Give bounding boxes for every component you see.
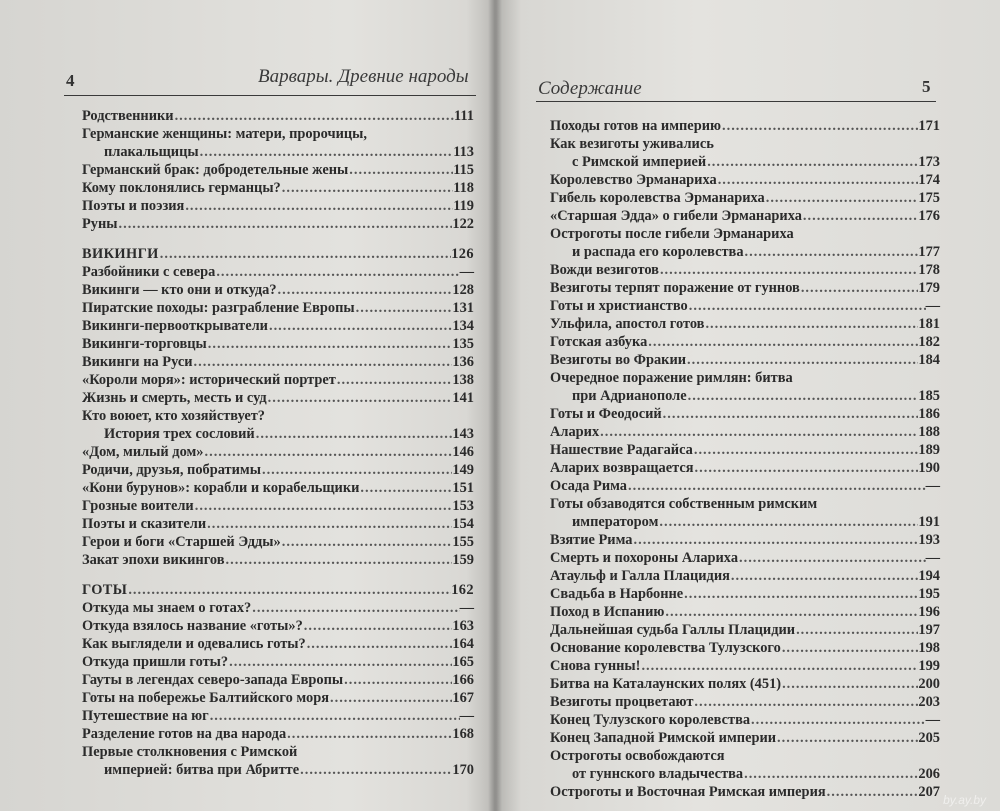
toc-page-number: 198 — [918, 640, 940, 656]
toc-entry — [550, 297, 940, 315]
toc-entry — [82, 671, 474, 689]
toc-page-number: 185 — [918, 388, 940, 404]
toc-entry-title: Битва на Каталаунских полях (451) — [550, 676, 782, 692]
toc-entry — [82, 497, 474, 515]
toc-page-number: 174 — [918, 172, 940, 188]
toc-entry — [550, 189, 940, 207]
toc-entry-title: Нашествие Радагайса — [550, 442, 693, 458]
toc-entry — [550, 747, 940, 765]
toc-dot-leader — [251, 599, 459, 617]
toc-page-number: 128 — [452, 282, 474, 298]
toc-entry — [82, 125, 474, 143]
toc-dot-leader — [204, 443, 453, 461]
toc-page-number: 165 — [452, 654, 474, 670]
toc-page-number: 170 — [452, 762, 474, 778]
toc-entry — [82, 281, 474, 299]
toc-dot-leader — [225, 551, 453, 569]
toc-entry — [82, 599, 474, 617]
toc-entry-title: с Римской империей — [572, 154, 707, 170]
left-toc — [82, 104, 474, 778]
toc-entry-title: Остроготы освобождаются — [550, 748, 725, 764]
toc-page-number: — — [925, 478, 940, 494]
toc-entry-title: от гуннского владычества — [572, 766, 744, 782]
toc-entry-title: Как выглядели и одевались готы? — [82, 636, 306, 652]
toc-entry — [82, 551, 474, 569]
left-page-number: 4 — [66, 71, 75, 90]
toc-page-number: 118 — [453, 180, 474, 196]
toc-dot-leader — [303, 617, 453, 635]
toc-entry-title: императором — [572, 514, 659, 530]
toc-entry-title: Родичи, друзья, побратимы — [82, 462, 261, 478]
toc-entry-title: Походы готов на империю — [550, 118, 721, 134]
toc-entry-title: Откуда пришли готы? — [82, 654, 229, 670]
toc-entry — [550, 531, 940, 549]
toc-entry — [82, 179, 474, 197]
toc-entry — [550, 675, 940, 693]
toc-page-number: 138 — [452, 372, 474, 388]
toc-dot-leader — [355, 299, 453, 317]
toc-page-number: 166 — [452, 672, 474, 688]
toc-entry-title: Викинги на Руси — [82, 354, 193, 370]
toc-entry-title: Как везиготы уживались — [550, 136, 714, 152]
toc-dot-leader — [744, 243, 919, 261]
toc-dot-leader — [765, 189, 919, 207]
toc-entry-title: Дальнейшая судьба Галлы Плацидии — [550, 622, 796, 638]
right-page — [496, 0, 1000, 811]
toc-dot-leader — [261, 461, 452, 479]
toc-entry — [82, 761, 474, 779]
toc-entry — [550, 657, 940, 675]
toc-dot-leader — [599, 423, 918, 441]
toc-entry-title: Готы и Феодосий — [550, 406, 662, 422]
toc-dot-leader — [659, 261, 918, 279]
toc-page-number: 182 — [918, 334, 940, 350]
toc-entry-title: Пиратские походы: разграбление Европы — [82, 300, 355, 316]
toc-page-number: 175 — [918, 190, 940, 206]
toc-entry — [550, 459, 940, 477]
toc-entry — [550, 783, 940, 801]
toc-dot-leader — [329, 689, 452, 707]
left-page-header: Варвары. Древние народы — [258, 66, 469, 87]
toc-dot-leader — [215, 263, 459, 281]
toc-entry-title: Готская азбука — [550, 334, 648, 350]
toc-dot-leader — [359, 479, 452, 497]
toc-entry-title: Везиготы во Фракии — [550, 352, 687, 368]
right-header-rule — [536, 101, 936, 102]
toc-page-number: 164 — [452, 636, 474, 652]
right-page-number: 5 — [922, 77, 931, 96]
toc-entry-title: Смерть и похороны Алариха — [550, 550, 739, 566]
toc-entry — [82, 707, 474, 725]
toc-dot-leader — [627, 477, 926, 495]
toc-entry — [550, 729, 940, 747]
toc-dot-leader — [299, 761, 452, 779]
toc-entry — [550, 279, 940, 297]
toc-dot-leader — [658, 513, 918, 531]
toc-page-number: 171 — [918, 118, 940, 134]
toc-page-number: — — [459, 600, 474, 616]
toc-dot-leader — [348, 161, 453, 179]
toc-entry — [550, 333, 940, 351]
toc-dot-leader — [174, 107, 454, 125]
toc-dot-leader — [209, 707, 460, 725]
toc-dot-leader — [281, 533, 453, 551]
toc-page-number: 173 — [918, 154, 940, 170]
toc-page-number: — — [925, 712, 940, 728]
toc-dot-leader — [207, 335, 453, 353]
toc-dot-leader — [721, 117, 918, 135]
toc-page-number: — — [459, 264, 474, 280]
toc-dot-leader — [704, 315, 918, 333]
toc-page-number: 186 — [918, 406, 940, 422]
toc-page-number: 199 — [918, 658, 940, 674]
toc-entry-title: Грозные воители — [82, 498, 194, 514]
toc-entry — [550, 261, 940, 279]
toc-entry-title: История трех сословий — [104, 426, 255, 442]
toc-dot-leader — [743, 765, 918, 783]
toc-entry-title: Викинги-торговцы — [82, 336, 207, 352]
toc-entry — [82, 425, 474, 443]
toc-entry — [82, 515, 474, 533]
toc-entry-title: Викинги-первооткрыватели — [82, 318, 268, 334]
toc-entry-title: Поэты и поэзия — [82, 198, 185, 214]
toc-entry — [82, 479, 474, 497]
toc-entry-title: Готы и христианство — [550, 298, 688, 314]
toc-page-number: 167 — [452, 690, 474, 706]
toc-entry-title: Закат эпохи викингов — [82, 552, 225, 568]
toc-entry-title: Вожди везиготов — [550, 262, 659, 278]
toc-page-number: 206 — [918, 766, 940, 782]
toc-dot-leader — [706, 153, 918, 171]
toc-entry-title: Готы обзаводятся собственным римским — [550, 496, 818, 512]
toc-dot-leader — [750, 711, 926, 729]
toc-entry — [550, 207, 940, 225]
toc-entry-title: Основание королевства Тулузского — [550, 640, 781, 656]
toc-entry-title: «Дом, милый дом» — [82, 444, 204, 460]
toc-dot-leader — [693, 441, 919, 459]
toc-dot-leader — [693, 693, 918, 711]
toc-dot-leader — [336, 371, 453, 389]
toc-section-entry — [82, 245, 474, 263]
toc-entry — [82, 389, 474, 407]
toc-entry-title: Ульфила, апостол готов — [550, 316, 705, 332]
toc-page-number: 196 — [918, 604, 940, 620]
toc-page-number: 162 — [451, 582, 474, 598]
toc-page-number: 163 — [452, 618, 474, 634]
toc-entry — [550, 315, 940, 333]
toc-dot-leader — [687, 387, 919, 405]
toc-entry — [82, 689, 474, 707]
toc-entry-title: Откуда мы знаем о готах? — [82, 600, 252, 616]
toc-entry — [550, 441, 940, 459]
toc-page-number: 207 — [918, 784, 940, 800]
toc-page-number: — — [925, 550, 940, 566]
toc-entry-title: ВИКИНГИ — [82, 246, 159, 262]
toc-page-number: 115 — [453, 162, 474, 178]
toc-entry — [550, 423, 940, 441]
toc-entry — [82, 335, 474, 353]
toc-entry — [550, 639, 940, 657]
toc-page-number: 119 — [453, 198, 474, 214]
toc-dot-leader — [633, 531, 919, 549]
toc-page-number: 159 — [452, 552, 474, 568]
toc-entry-title: «Кони бурунов»: корабли и корабельщики — [82, 480, 360, 496]
toc-page-number: 134 — [452, 318, 474, 334]
toc-entry — [550, 477, 940, 495]
toc-dot-leader — [255, 425, 453, 443]
toc-entry — [82, 725, 474, 743]
toc-entry-title: Откуда взялось название «готы»? — [82, 618, 303, 634]
toc-entry — [550, 153, 940, 171]
toc-entry-title: «Старшая Эдда» о гибели Эрманариха — [550, 208, 802, 224]
left-header-rule — [64, 95, 476, 96]
toc-dot-leader — [306, 635, 453, 653]
toc-page-number: 178 — [918, 262, 940, 278]
toc-dot-leader — [267, 389, 453, 407]
toc-entry-title: Первые столкновения с Римской — [82, 744, 298, 760]
toc-dot-leader — [683, 585, 918, 603]
toc-dot-leader — [194, 497, 453, 515]
toc-entry — [550, 171, 940, 189]
toc-entry-title: Везиготы процветают — [550, 694, 694, 710]
toc-dot-leader — [228, 653, 452, 671]
toc-entry-title: при Адрианополе — [572, 388, 687, 404]
toc-entry — [82, 635, 474, 653]
toc-dot-leader — [281, 179, 453, 197]
toc-page-number: 177 — [918, 244, 940, 260]
toc-entry — [82, 143, 474, 161]
toc-page-number: 122 — [452, 216, 474, 232]
toc-page-number: 149 — [452, 462, 474, 478]
toc-dot-leader — [640, 657, 918, 675]
toc-entry — [82, 107, 474, 125]
toc-dot-leader — [694, 459, 919, 477]
toc-dot-leader — [127, 581, 451, 599]
toc-page-number: 155 — [452, 534, 474, 550]
toc-entry-title: Конец Западной Римской империи — [550, 730, 777, 746]
right-page-header: Содержание — [538, 78, 642, 99]
toc-page-number: 205 — [918, 730, 940, 746]
toc-entry-title: Руны — [82, 216, 118, 232]
toc-page-number: 179 — [918, 280, 940, 296]
toc-entry-title: Готы на побережье Балтийского моря — [82, 690, 329, 706]
toc-entry — [82, 299, 474, 317]
toc-entry — [550, 603, 940, 621]
toc-entry — [550, 369, 940, 387]
toc-dot-leader — [199, 143, 454, 161]
toc-entry-title: Разделение готов на два народа — [82, 726, 287, 742]
toc-entry — [550, 585, 940, 603]
toc-entry-title: Снова гунны! — [550, 658, 641, 674]
toc-entry-title: Путешествие на юг — [82, 708, 209, 724]
toc-page-number: 143 — [452, 426, 474, 442]
toc-page-number: 190 — [918, 460, 940, 476]
toc-entry — [82, 617, 474, 635]
toc-dot-leader — [268, 317, 452, 335]
toc-entry — [82, 743, 474, 761]
toc-dot-leader — [664, 603, 918, 621]
toc-entry — [550, 351, 940, 369]
toc-entry-title: Викинги — кто они и откуда? — [82, 282, 277, 298]
toc-dot-leader — [206, 515, 452, 533]
toc-dot-leader — [118, 215, 453, 233]
toc-entry — [82, 653, 474, 671]
toc-entry-title: Очередное поражение римлян: битва — [550, 370, 793, 386]
toc-entry-title: империей: битва при Абритте — [104, 762, 300, 778]
toc-entry — [550, 225, 940, 243]
toc-entry-title: Разбойники с севера — [82, 264, 216, 280]
toc-section-entry — [82, 581, 474, 599]
toc-page-number: 113 — [453, 144, 474, 160]
toc-entry-title: Везиготы терпят поражение от гуннов — [550, 280, 800, 296]
toc-dot-leader — [730, 567, 919, 585]
toc-page-number: 184 — [918, 352, 940, 368]
watermark: by.ay.by — [943, 793, 986, 807]
toc-entry — [550, 621, 940, 639]
toc-entry — [550, 495, 940, 513]
toc-page-number: 154 — [452, 516, 474, 532]
toc-page-number: 203 — [918, 694, 940, 710]
toc-dot-leader — [776, 729, 918, 747]
toc-page-number: 136 — [452, 354, 474, 370]
toc-page-number: 168 — [452, 726, 474, 742]
toc-entry-title: Взятие Рима — [550, 532, 633, 548]
toc-dot-leader — [686, 351, 918, 369]
toc-dot-leader — [688, 297, 926, 315]
toc-page-number: 195 — [918, 586, 940, 602]
toc-page-number: 141 — [452, 390, 474, 406]
toc-dot-leader — [647, 333, 918, 351]
toc-page-number: 146 — [452, 444, 474, 460]
toc-entry-title: Кто воюет, кто хозяйствует? — [82, 408, 265, 424]
toc-entry-title: ГОТЫ — [82, 582, 128, 598]
toc-page-number: 189 — [918, 442, 940, 458]
toc-entry — [550, 711, 940, 729]
toc-page-number: 176 — [918, 208, 940, 224]
toc-entry-title: Остроготы и Восточная Римская империя — [550, 784, 826, 800]
toc-entry — [550, 513, 940, 531]
toc-dot-leader — [286, 725, 452, 743]
toc-entry-title: Гауты в легендах северо-запада Европы — [82, 672, 344, 688]
toc-entry — [82, 533, 474, 551]
toc-dot-leader — [738, 549, 926, 567]
toc-entry-title: Остроготы после гибели Эрманариха — [550, 226, 794, 242]
right-toc — [550, 114, 940, 800]
toc-entry — [550, 117, 940, 135]
toc-page-number: 153 — [452, 498, 474, 514]
toc-page-number: 197 — [918, 622, 940, 638]
toc-dot-leader — [277, 281, 453, 299]
toc-page-number: — — [459, 708, 474, 724]
toc-entry-title: Осада Рима — [550, 478, 628, 494]
toc-page-number: 111 — [454, 108, 474, 124]
toc-dot-leader — [662, 405, 919, 423]
toc-dot-leader — [781, 639, 919, 657]
toc-entry — [550, 693, 940, 711]
toc-entry-title: Аларих — [550, 424, 600, 440]
toc-dot-leader — [781, 675, 918, 693]
toc-dot-leader — [826, 783, 919, 801]
toc-entry — [82, 161, 474, 179]
toc-entry — [82, 371, 474, 389]
toc-entry-title: «Короли моря»: исторический портрет — [82, 372, 336, 388]
toc-entry-title: Германские женщины: матери, пророчицы, — [82, 126, 367, 142]
toc-entry — [82, 353, 474, 371]
toc-dot-leader — [795, 621, 918, 639]
toc-page-number: 191 — [918, 514, 940, 530]
toc-entry-title: Герои и боги «Старшей Эдды» — [82, 534, 281, 550]
toc-entry-title: Атаульф и Галла Плацидия — [550, 568, 730, 584]
toc-dot-leader — [800, 279, 919, 297]
toc-dot-leader — [159, 245, 451, 263]
book-gutter — [488, 0, 502, 811]
toc-entry — [82, 215, 474, 233]
toc-entry-title: Германский брак: добродетельные жены — [82, 162, 349, 178]
toc-entry-title: Кому поклонялись германцы? — [82, 180, 281, 196]
left-page — [0, 0, 496, 811]
toc-entry — [82, 407, 474, 425]
toc-entry-title: Аларих возвращается — [550, 460, 694, 476]
toc-entry — [82, 443, 474, 461]
toc-entry-title: и распада его королевства — [572, 244, 744, 260]
toc-entry — [550, 765, 940, 783]
toc-entry — [550, 135, 940, 153]
toc-entry-title: Поэты и сказители — [82, 516, 207, 532]
toc-entry — [82, 317, 474, 335]
toc-entry-title: Гибель королевства Эрманариха — [550, 190, 765, 206]
toc-entry-title: Конец Тулузского королевства — [550, 712, 751, 728]
toc-dot-leader — [343, 671, 452, 689]
toc-entry — [550, 405, 940, 423]
toc-entry-title: Поход в Испанию — [550, 604, 665, 620]
toc-entry — [550, 243, 940, 261]
toc-dot-leader — [802, 207, 918, 225]
toc-entry — [550, 387, 940, 405]
toc-dot-leader — [717, 171, 919, 189]
toc-entry-title: Королевство Эрманариха — [550, 172, 717, 188]
toc-entry-title: Жизнь и смерть, месть и суд — [82, 390, 267, 406]
toc-entry — [82, 461, 474, 479]
toc-entry — [550, 567, 940, 585]
toc-dot-leader — [193, 353, 453, 371]
toc-page-number: 194 — [918, 568, 940, 584]
toc-page-number: 181 — [918, 316, 940, 332]
toc-dot-leader — [184, 197, 453, 215]
toc-entry — [550, 549, 940, 567]
toc-entry-title: Свадьба в Нарбонне — [550, 586, 684, 602]
toc-page-number: — — [925, 298, 940, 314]
toc-page-number: 151 — [452, 480, 474, 496]
toc-entry-title: Родственники — [82, 108, 174, 124]
toc-entry — [82, 197, 474, 215]
toc-page-number: 135 — [452, 336, 474, 352]
toc-page-number: 200 — [918, 676, 940, 692]
toc-page-number: 188 — [918, 424, 940, 440]
toc-page-number: 193 — [918, 532, 940, 548]
toc-entry — [82, 263, 474, 281]
toc-page-number: 131 — [452, 300, 474, 316]
toc-page-number: 126 — [451, 246, 474, 262]
toc-entry-title: плакальщицы — [104, 144, 199, 160]
